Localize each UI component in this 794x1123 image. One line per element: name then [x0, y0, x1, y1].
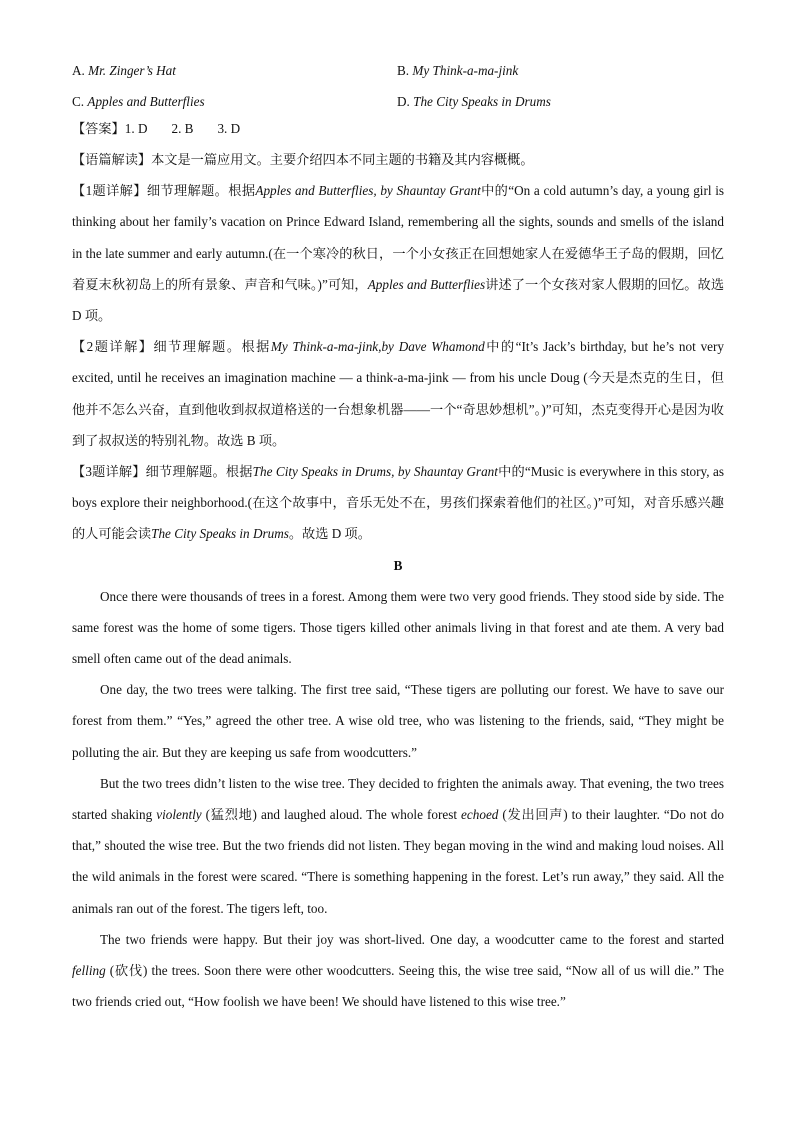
section-b-heading: B [393, 557, 403, 573]
answer-1: 1. D [124, 121, 148, 136]
option-c: C. Apples and Butterflies [72, 94, 205, 109]
analysis-label: 【语篇解读】 [72, 152, 152, 167]
option-d-title: The City Speaks in Drums [413, 94, 551, 109]
option-a-title: Mr. Zinger’s Hat [88, 63, 176, 78]
q1-book: Apples and Butterflies, by Shauntay Grant [255, 183, 481, 199]
q3-label: 【3题详解】 [72, 464, 146, 480]
answer-2: 2. B [171, 121, 194, 136]
q2-book: My Think-a-ma-jink,by Dave Whamond [270, 339, 485, 355]
analysis-text: 本文是一篇应用文。主要介绍四本不同主题的书籍及其内容概概。 [151, 152, 534, 167]
option-b-title: My Think-a-ma-jink [412, 63, 519, 78]
q1-label: 【1题详解】 [72, 183, 147, 199]
question-3-explanation: 【3题详解】细节理解题。根据The City Speaks in Drums, by Shauntay Grant中的“Music is everywhere in this story, as boys explore their neighborhood.(在这个故事中，音乐无处不在，男孩们探索着他们的社区。)”可知，对音乐感兴趣的人可能会读The City Speaks in Drums。故选 D 项。 [72, 464, 724, 542]
vocab-felling: felling [72, 963, 106, 979]
story-paragraph-3: But the two trees didn’t listen to the wise tree. They decided to frighten the animals away. That evening, the two trees started shaking violently (猛烈地) and laughed aloud. The whole forest echoed (发出回声) to their laughter. “Do not do that,” shouted the wise tree. But the two friends did not listen. They began moving in the wind and making loud noises. All the wild animals in the forest were scared. “There is something happening in the forest. Let’s run away,” they said. All the animals ran out of the forest. The tigers left, too. [72, 775, 724, 916]
q3-book-ref: The City Speaks in Drums [151, 526, 289, 542]
vocab-violently: violently [156, 807, 202, 823]
story-paragraph-4: The two friends were happy. But their joy was short-lived. One day, a woodcutter came to the forest and started felling (砍伐) the trees. Soon there were other woodcutters. Seeing this, the wise tree said, “Now all of us will die.” The two friends cried out, “How foolish we have been! We should have listened to this wise tree.” [72, 931, 724, 1010]
story-paragraph-2: One day, the two trees were talking. The first tree said, “These tigers are polluting our forest. We have to save our forest from them.” “Yes,” agreed the other tree. A wise old tree, who was listening to the friends, said, “They might be polluting the air. But they are keeping us safe from woodcutters.” [72, 682, 724, 760]
option-b: B. My Think-a-ma-jink [397, 63, 519, 78]
document-page [72, 60, 724, 1017]
passage-analysis [72, 144, 724, 175]
story-paragraph-1: Once there were thousands of trees in a forest. Among them were two very good friends. They stood side by side. The same forest was the home of some tigers. Those tigers killed other animals living in that forest and ate them. A very bad smell often came out of the dead animals. [72, 588, 724, 667]
q1-book-ref: Apples and Butterflies [367, 276, 486, 292]
option-a: A. Mr. Zinger’s Hat [72, 63, 176, 78]
question-1-explanation: 【1题详解】细节理解题。根据Apples and Butterflies, by Shauntay Grant中的“On a cold autumn’s day, a young girl is thinking about her family’s vacation on Prince Edward Island, remembering all the sights, sounds and smells of the island in the late summer and early autumn.(在一个寒冷的秋日，一个小女孩正在回想她家人在爱德华王子岛的假期，回忆着夏末秋初岛上的所有景象、声音和气味。)”可知，Apples and Butterflies讲述了一个女孩对家人假期的回忆。故选 D 项。 [72, 183, 725, 324]
answer-3: 3. D [217, 121, 241, 136]
vocab-echoed: echoed [461, 807, 499, 823]
answer-label: 【答案】 [72, 121, 125, 136]
q3-book: The City Speaks in Drums, by Shauntay Grant [252, 464, 498, 480]
question-2-explanation: 【2题详解】细节理解题。根据My Think-a-ma-jink,by Dave Whamond中的“It’s Jack’s birthday, but he’s not very excited, until he receives an imagination machine — a think-a-ma-jink — from his uncle Doug (今天是杰克的生日，但他并不怎么兴奋，直到他收到叔叔道格送的一台想象机器——一个“奇思妙想机”。)”可知，杰克变得开心是因为收到了叔叔送的特别礼物。故选 B 项。 [72, 339, 725, 448]
answer-key [72, 113, 724, 144]
option-d: D. The City Speaks in Drums [397, 94, 551, 109]
q2-label: 【2题详解】 [72, 339, 154, 355]
answer-options [72, 60, 724, 112]
option-c-title: Apples and Butterflies [87, 94, 205, 109]
